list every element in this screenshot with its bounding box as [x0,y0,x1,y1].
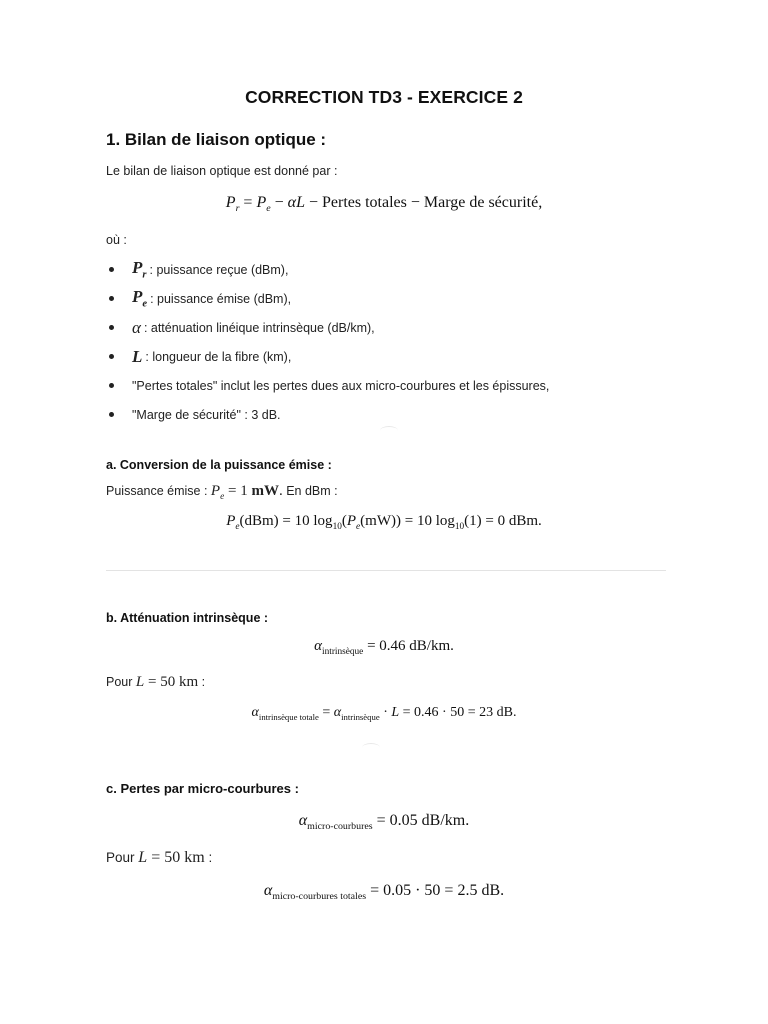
part-b-pour-line: Pour L = 50 km : [106,674,206,690]
dbm-conversion-equation: $P_e(dBm) = 10$ $\log_{10}(P_e(mW)) = 10$ $\log_{10}(1) = 0$ dBm. [226,513,542,532]
microbend-total-equation: $\alpha_{micro-courbures totales} = 0.05 \cdot 50 = 2.5$ dB. [263,882,505,903]
document-title: CORRECTION TD3 - EXERCICE 2 [245,87,523,107]
list-item: $P_e$ : puissance émise (dBm), [106,284,549,313]
definition-list [106,255,549,429]
list-item: α : atténuation linéique intrinsèque (dB/km), [106,313,549,342]
microbend-attenuation-equation: $\alpha_{micro-courbures} = 0.05$ dB/km. [298,812,470,833]
intrinsic-total-equation: $\alpha_{intrinsèque totale} = \alpha_{intrinsèque} \cdot L = 0.46 \cdot 50 = 23$ dB. [251,705,517,722]
part-c-pour-line: Pour L = 50 km : [106,849,213,866]
section1-heading: 1. Bilan de liaison optique : [106,130,327,149]
link-budget-equation: $P_r = P_e - \alpha L$ − Pertes totales − Marge de sécurité, [225,194,543,215]
part-b-heading: b. Atténuation intrinsèque : [106,611,269,625]
list-item: L : longueur de la fibre (km), [106,342,549,371]
section1-intro: Le bilan de liaison optique est donné par : [106,164,338,178]
part-a-line: Puissance émise : $P_e = 1$ mW. En dBm : [106,483,338,502]
list-item: $P_r$ : puissance reçue (dBm), [106,255,549,284]
divider-mark [380,426,398,435]
intrinsic-attenuation-equation: $\alpha_{intrinsèque} = 0.46$ dB/km. [314,638,454,657]
list-item: "Pertes totales" inclut les pertes dues aux micro-courbures et les épissures, [106,371,549,400]
divider-mark [362,743,380,752]
horizontal-divider [106,570,666,571]
part-a-heading: a. Conversion de la puissance émise : [106,458,332,472]
list-item: "Marge de sécurité" : 3 dB. [106,400,549,429]
part-c-heading: c. Pertes par micro-courbures : [106,781,299,796]
where-label: où : [106,233,127,247]
